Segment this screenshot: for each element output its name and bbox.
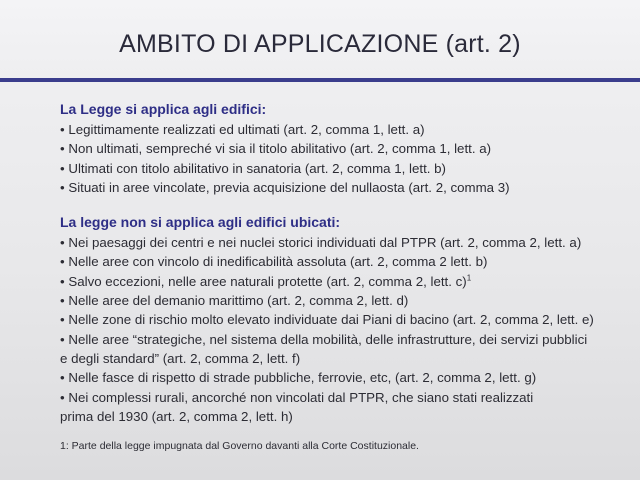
list-item (60, 272, 635, 291)
section-excluded-list (60, 233, 635, 426)
header-rule (0, 78, 640, 82)
list-item: • Nelle aree del demanio marittimo (art. 2, comma 2, lett. d) (60, 293, 409, 309)
section-excluded-heading: La legge non si applica agli edifici ubicati: (60, 214, 341, 231)
footnote-marker: 1 (466, 273, 472, 283)
list-item: • Situati in aree vincolate, previa acquisizione del nullaosta (art. 2, comma 3) (60, 179, 510, 195)
list-item: • Nelle aree con vincolo di inedificabilità assoluta (art. 2, comma 2 lett. b) (60, 254, 488, 270)
section-gap (60, 197, 635, 213)
section-applies-heading: La Legge si applica agli edifici: (60, 101, 267, 117)
list-item-continuation: prima del 1930 (art. 2, comma 2, lett. h) (60, 408, 293, 424)
list-item: • Non ultimati, sempreché vi sia il titolo abilitativo (art. 2, comma 1, lett. a) (60, 141, 492, 157)
list-item: • Nei paesaggi dei centri e nei nuclei storici individuati dal PTPR (art. 2, comma 2, lett. a) (60, 235, 582, 251)
section-applies-list (60, 120, 635, 197)
list-item: • Ultimati con titolo abilitativo in sanatoria (art. 2, comma 1, lett. b) (60, 160, 446, 176)
list-item: • Legittimamente realizzati ed ultimati (art. 2, comma 1, lett. a) (60, 122, 425, 137)
list-item: • Nei complessi rurali, ancorché non vincolati dal PTPR, che siano stati realizzati (60, 389, 534, 405)
footnote-text: 1: Parte della legge impugnata dal Governo davanti alla Corte Costituzionale. (60, 440, 419, 452)
page-title: AMBITO DI APPLICAZIONE (art. 2) (119, 30, 521, 58)
list-item: • Nelle fasce di rispetto di strade pubbliche, ferrovie, etc, (art. 2, comma 2, lett. g) (60, 370, 537, 386)
list-item-continuation: e degli standard” (art. 2, comma 2, lett. f) (60, 350, 301, 366)
list-item-text: • Salvo eccezioni, nelle aree naturali protette (art. 2, comma 2, lett. c) (60, 273, 467, 289)
list-item: • Nelle aree “strategiche, nel sistema della mobilità, delle infrastrutture, dei servizi pubblici (60, 331, 588, 347)
list-item: • Nelle zone di rischio molto elevato individuate dai Piani di bacino (art. 2, comma 2, lett. e) (60, 312, 594, 328)
document-body (60, 100, 635, 426)
